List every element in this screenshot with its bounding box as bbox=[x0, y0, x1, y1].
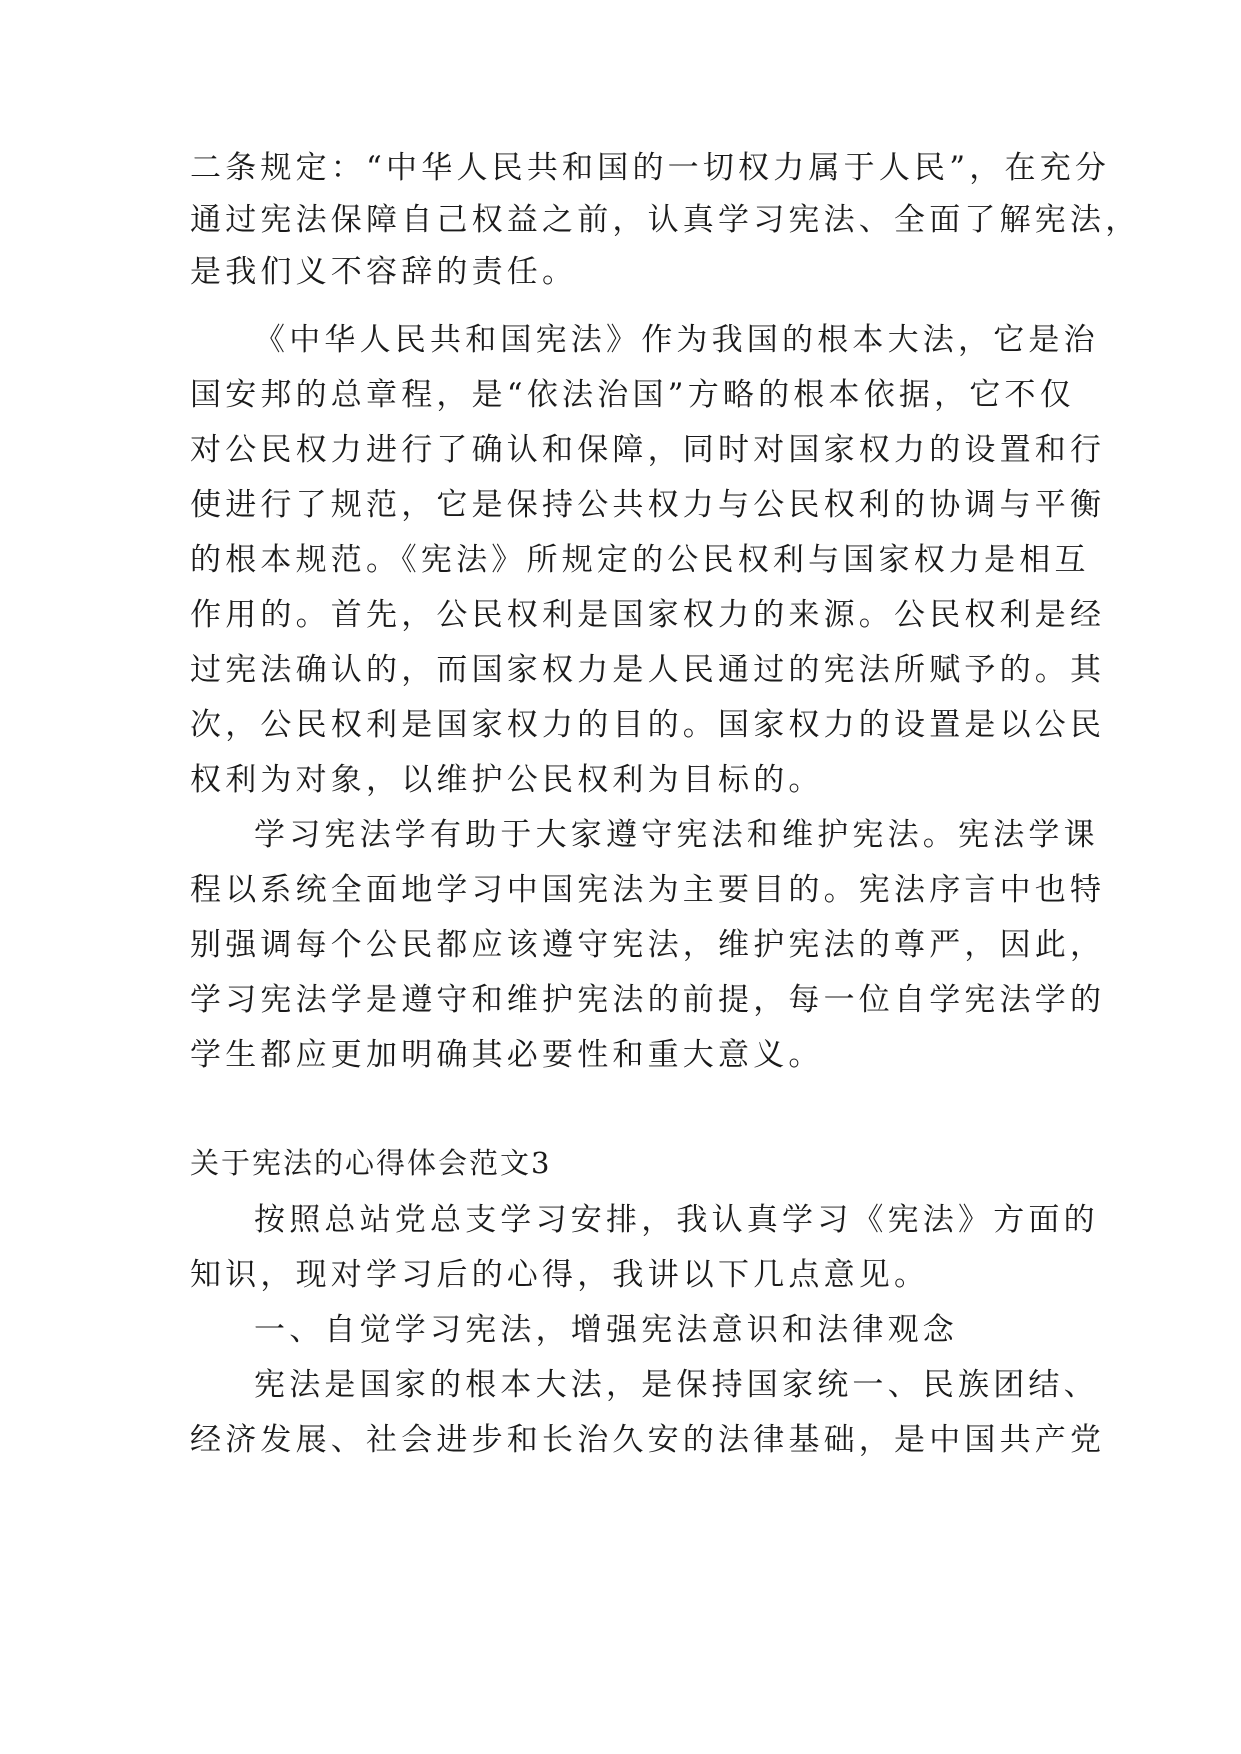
text-line: 学生都应更加明确其必要性和重大意义。 bbox=[190, 1037, 824, 1073]
text-line: 国安邦的总章程，是“依法治国”方略的根本依据，它不仅 bbox=[190, 377, 1075, 413]
text-line: 权利为对象，以维护公民权利为目标的。 bbox=[190, 762, 824, 798]
subheading-line: 一、自觉学习宪法，增强宪法意识和法律观念 bbox=[254, 1312, 958, 1348]
text-line: 使进行了规范，它是保持公共权力与公民权利的协调与平衡 bbox=[190, 487, 1106, 523]
text-line: 知识，现对学习后的心得，我讲以下几点意见。 bbox=[190, 1257, 930, 1293]
text-line: 宪法是国家的根本大法，是保持国家统一、民族团结、 bbox=[254, 1367, 1099, 1403]
text-line: 过宪法确认的，而国家权力是人民通过的宪法所赋予的。其 bbox=[190, 652, 1106, 688]
text-line: 对公民权力进行了确认和保障，同时对国家权力的设置和行 bbox=[190, 432, 1106, 468]
text-line: 别强调每个公民都应该遵守宪法，维护宪法的尊严，因此， bbox=[190, 927, 1106, 963]
text-line: 的根本规范。《宪法》所规定的公民权利与国家权力是相互 bbox=[190, 542, 1090, 578]
text-line: 经济发展、社会进步和长治久安的法律基础，是中国共产党 bbox=[190, 1422, 1106, 1458]
text-line: 二条规定：“中华人民共和国的一切权力属于人民”，在充分 bbox=[190, 150, 1111, 186]
text-line: 是我们义不容辞的责任。 bbox=[190, 254, 578, 290]
text-line: 次，公民权利是国家权力的目的。国家权力的设置是以公民 bbox=[190, 707, 1106, 743]
text-line: 作用的。首先，公民权利是国家权力的来源。公民权利是经 bbox=[190, 597, 1106, 633]
text-line: 学习宪法学是遵守和维护宪法的前提，每一位自学宪法学的 bbox=[190, 982, 1106, 1018]
text-line: 《中华人民共和国宪法》作为我国的根本大法，它是治 bbox=[254, 322, 1099, 358]
section-heading: 关于宪法的心得体会范文3 bbox=[190, 1146, 552, 1180]
text-line: 学习宪法学有助于大家遵守宪法和维护宪法。宪法学课 bbox=[254, 817, 1099, 853]
text-line: 按照总站党总支学习安排，我认真学习《宪法》方面的 bbox=[254, 1202, 1099, 1238]
text-line: 通过宪法保障自己权益之前，认真学习宪法、全面了解宪法， bbox=[190, 202, 1141, 238]
text-line: 程以系统全面地学习中国宪法为主要目的。宪法序言中也特 bbox=[190, 872, 1106, 908]
